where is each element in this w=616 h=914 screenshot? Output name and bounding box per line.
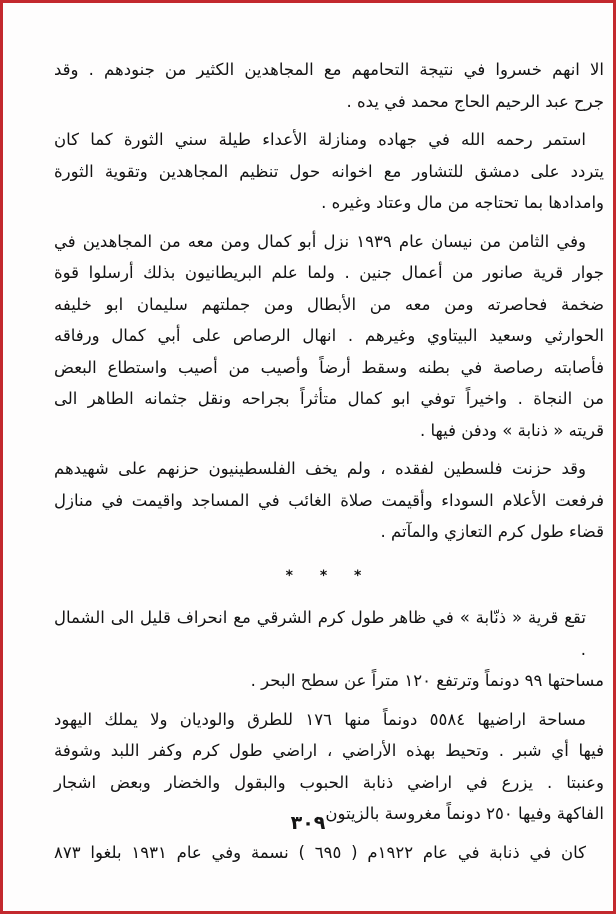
text-line: وقد حزنت فلسطين لفقده ، ولم يخف الفلسطينيون حزنهم على شهيدهم xyxy=(54,459,586,478)
text-line: جوار قرية صانور من أعمال جنين . ولما علم البريطانيون بذلك أرسلوا قوة xyxy=(54,263,604,282)
text-line: قريته « ذنابة » ودفن فيها . xyxy=(420,420,604,440)
paragraph xyxy=(54,602,604,697)
paragraph xyxy=(54,837,604,869)
page-number: ٣٠٩ xyxy=(290,812,326,834)
paragraph xyxy=(54,226,604,447)
paragraph xyxy=(54,124,604,219)
text-line: جرح عبد الرحيم الحاج محمد في يده . xyxy=(346,91,604,111)
paragraph xyxy=(54,453,604,548)
paragraph xyxy=(54,54,604,117)
text-line: وعنبتا . يزرع في اراضي ذنابة الحبوب والبقول والخضار وبعض اشجار xyxy=(54,772,604,792)
page-text xyxy=(54,54,604,868)
text-line: وفي الثامن من نيسان عام ١٩٣٩ نزل أبو كمال ومن معه من المجاهدين في xyxy=(54,231,586,251)
text-line: تقع قرية « ذنّابة » في ظاهر طول كرم الشرقي مع انحراف قليل الى الشمال . xyxy=(54,608,586,659)
text-line: فرفعت الأعلام السوداء وأقيمت صلاة الغائب في المساجد واقيمت في منازل xyxy=(54,490,604,510)
text-line: مساحة اراضيها ٥٥٨٤ دونماً منها ١٧٦ للطرق والوديان ولا يملك اليهود xyxy=(54,709,586,729)
paragraph xyxy=(54,704,604,830)
text-line: قضاء طول كرم التعازي والمآتم . xyxy=(380,522,604,541)
text-line: الحوارثي وسعيد البيتاوي وغيرهم . انهال الرصاص على أبي كمال ورفاقه xyxy=(54,326,604,345)
text-line: فأصابته رصاصة في بطنه وسقط أرضاً وأصيب من أصيب واستطاع البعض xyxy=(54,357,604,377)
text-line: فيها أي شبر . وتحيط بهذه الأراضي ، اراضي طول كرم وكفر اللبد وشوفة xyxy=(54,741,604,760)
text-line: استمر رحمه الله في جهاده ومنازلة الأعداء طيلة سني الثورة كما كان xyxy=(54,130,586,149)
text-line: من النجاة . واخيراً توفي ابو كمال متأثراً بجراحه ونقل جثمانه الطاهر الى xyxy=(54,389,604,408)
text-line: الفاكهة وفيها ٢٥٠ دونماً مغروسة بالزيتون . xyxy=(314,804,604,823)
text-line: ضخمة فحاصرته ومن معه من الأبطال ومن جملتهم سليمان ابو خليفه xyxy=(54,294,604,314)
text-line: الا انهم خسروا في نتيجة التحامهم مع المجاهدين الكثير من جنودهم . وقد xyxy=(54,60,604,79)
text-line: وامدادها بما تحتاجه من مال وعتاد وغيره . xyxy=(321,193,604,212)
section-separator-stars: * * * xyxy=(285,567,373,584)
text-line: يتردد على دمشق للتشاور مع اخوانه حول تنظيم المجاهدين وتقوية الثورة xyxy=(54,161,604,181)
text-line: مساحتها ٩٩ دونماً وترتفع ١٢٠ متراً عن سطح البحر . xyxy=(250,671,604,690)
text-line: كان في ذنابة في عام ١٩٢٢م ( ٦٩٥ ) نسمة وفي عام ١٩٣١ بلغوا ٨٧٣ xyxy=(54,842,586,862)
